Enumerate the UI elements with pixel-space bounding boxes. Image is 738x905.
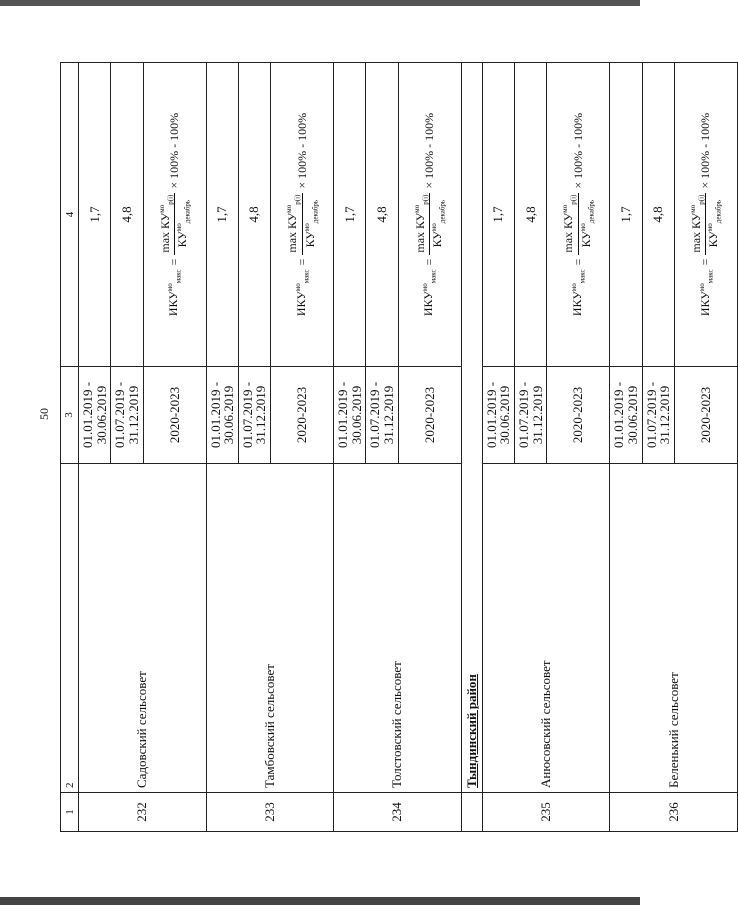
region-name bbox=[461, 63, 482, 793]
formula-tail: × 100% - 100% bbox=[294, 112, 309, 189]
header-col-2: 2 bbox=[61, 464, 79, 793]
formula-numerator: $\max КУ^{мо}_{p(i)}$ bbox=[285, 194, 302, 253]
formula-lhs-sub: макс bbox=[429, 269, 438, 284]
region-row bbox=[461, 63, 482, 832]
period-cell: 2020-2023 bbox=[143, 367, 206, 464]
formula-numerator: $\max КУ^{мо}_{p(i)}$ bbox=[157, 194, 175, 253]
formula-lhs-sub: макс bbox=[302, 269, 311, 284]
header-col-3: 3 bbox=[61, 367, 79, 464]
formula-numerator: $\max КУ^{мо}_{p(i)}$ bbox=[561, 194, 578, 253]
municipality-name: Толстовский сельсовет bbox=[334, 464, 462, 793]
value-cell: 4,8 bbox=[642, 63, 674, 367]
formula-num-sup: мо bbox=[285, 204, 294, 213]
table-row bbox=[334, 63, 366, 832]
period-cell: 01.07.2019 - 31.12.2019 bbox=[642, 367, 674, 464]
formula-fraction bbox=[689, 193, 723, 255]
period-cell: 01.07.2019 - 31.12.2019 bbox=[514, 367, 546, 464]
formula-num-sup: мо bbox=[412, 204, 421, 213]
period-cell: 01.07.2019 - 31.12.2019 bbox=[366, 367, 398, 464]
formula-den-sup: мо bbox=[175, 223, 184, 232]
formula-lhs: $ИКУ^{мо}_{макс}$ bbox=[166, 269, 183, 317]
value-cell bbox=[398, 63, 461, 367]
formula-eq: = bbox=[294, 258, 309, 266]
value-cell bbox=[547, 63, 610, 367]
period-cell: 2020-2023 bbox=[271, 367, 334, 464]
formula-fraction bbox=[561, 193, 595, 255]
formula-num-sub: p(i) bbox=[697, 194, 706, 205]
region-label: Тындинский район bbox=[463, 674, 479, 788]
value-cell: 4,8 bbox=[514, 63, 546, 367]
table-row bbox=[206, 63, 238, 832]
formula-tail: × 100% - 100% bbox=[167, 112, 182, 189]
period-cell: 01.01.2019 - 30.06.2019 bbox=[79, 367, 111, 464]
period-cell: 01.01.2019 - 30.06.2019 bbox=[334, 367, 366, 464]
table-row bbox=[482, 63, 514, 832]
value-cell: 1,7 bbox=[482, 63, 514, 367]
period-cell: 01.07.2019 - 31.12.2019 bbox=[238, 367, 270, 464]
formula-fraction bbox=[158, 193, 192, 255]
formula-den-sup: мо bbox=[430, 223, 439, 232]
formula bbox=[158, 113, 192, 316]
formula-num-sub: p(i) bbox=[569, 194, 578, 205]
row-number: 233 bbox=[206, 793, 334, 832]
formula-lhs: $ИКУ^{мо}_{макс}$ bbox=[293, 269, 311, 317]
formula-lhs-sup: мо bbox=[421, 283, 430, 292]
formula-eq: = bbox=[167, 258, 182, 266]
region-num-cell bbox=[461, 793, 482, 832]
formula-num-sup: мо bbox=[157, 204, 166, 213]
formula-numerator: $\max КУ^{мо}_{p(i)}$ bbox=[688, 194, 706, 253]
formula-lhs-sup: мо bbox=[166, 283, 175, 292]
formula bbox=[413, 113, 447, 316]
formula-den-sub: декабрь bbox=[714, 199, 723, 224]
period-cell: 01.01.2019 - 30.06.2019 bbox=[206, 367, 238, 464]
value-cell: 4,8 bbox=[238, 63, 270, 367]
formula-denominator: $КУ^{мо}_{декабрь}$ bbox=[430, 199, 447, 248]
row-number: 235 bbox=[482, 793, 610, 832]
row-number: 236 bbox=[610, 793, 738, 832]
row-number: 234 bbox=[334, 793, 462, 832]
page-number: 50 bbox=[37, 408, 51, 420]
formula-denominator: $КУ^{мо}_{декабрь}$ bbox=[578, 199, 596, 248]
row-number: 232 bbox=[79, 793, 207, 832]
header-col-4: 4 bbox=[61, 63, 79, 367]
formula-num-sub: p(i) bbox=[421, 194, 430, 205]
formula-denominator: $КУ^{мо}_{декабрь}$ bbox=[302, 199, 320, 248]
municipality-name: Анюсовский сельсовет bbox=[482, 464, 610, 793]
formula-eq: = bbox=[698, 258, 713, 266]
municipality-name: Беленький сельсовет bbox=[610, 464, 738, 793]
formula bbox=[689, 113, 723, 316]
value-cell: 1,7 bbox=[610, 63, 642, 367]
value-cell bbox=[674, 63, 737, 367]
formula-fraction bbox=[285, 193, 319, 255]
formula-lhs-sub: макс bbox=[174, 269, 183, 284]
period-cell: 2020-2023 bbox=[398, 367, 461, 464]
formula-lhs-sub: макс bbox=[706, 269, 714, 284]
period-cell: 2020-2023 bbox=[674, 367, 737, 464]
formula-tail: × 100% - 100% bbox=[698, 112, 713, 189]
header-col-1: 1 bbox=[61, 793, 79, 832]
table-row bbox=[610, 63, 642, 832]
formula-eq: = bbox=[570, 258, 585, 266]
formula-den-sub: декабрь bbox=[587, 199, 596, 224]
formula-lhs-sup: мо bbox=[697, 283, 706, 292]
formula-den-sub: декабрь bbox=[311, 199, 320, 224]
period-cell: 01.01.2019 - 30.06.2019 bbox=[482, 367, 514, 464]
formula-lhs: $ИКУ^{мо}_{макс}$ bbox=[697, 269, 714, 317]
rotated-table-container bbox=[60, 62, 723, 832]
formula-num-sup: мо bbox=[561, 204, 570, 213]
value-cell: 1,7 bbox=[206, 63, 238, 367]
formula-den-sub: декабрь bbox=[183, 199, 192, 224]
formula bbox=[285, 113, 319, 316]
formula bbox=[561, 113, 595, 316]
table-body bbox=[79, 63, 738, 832]
tariff-table bbox=[60, 62, 738, 832]
formula-lhs: $ИКУ^{мо}_{макс}$ bbox=[421, 269, 438, 317]
formula-eq: = bbox=[422, 258, 437, 266]
formula-num-sub: p(i) bbox=[166, 194, 175, 205]
formula-den-sub: декабрь bbox=[438, 199, 447, 224]
formula-tail: × 100% - 100% bbox=[422, 112, 437, 189]
value-cell: 4,8 bbox=[111, 63, 143, 367]
formula-denominator: $КУ^{мо}_{декабрь}$ bbox=[706, 199, 723, 248]
formula-num-sub: p(i) bbox=[293, 194, 302, 205]
formula-lhs-sup: мо bbox=[293, 283, 302, 292]
municipality-name: Садовский сельсовет bbox=[79, 464, 207, 793]
formula-lhs: $ИКУ^{мо}_{макс}$ bbox=[570, 269, 587, 317]
value-cell bbox=[143, 63, 206, 367]
formula-den-sup: мо bbox=[302, 223, 311, 232]
formula-numerator: $\max КУ^{мо}_{p(i)}$ bbox=[412, 194, 430, 253]
header-row bbox=[61, 63, 79, 832]
table-row bbox=[79, 63, 111, 832]
period-cell: 01.07.2019 - 31.12.2019 bbox=[111, 367, 143, 464]
formula-tail: × 100% - 100% bbox=[570, 112, 585, 189]
formula-lhs-sub: макс bbox=[578, 269, 587, 284]
municipality-name: Тамбовский сельсовет bbox=[206, 464, 334, 793]
value-cell bbox=[271, 63, 334, 367]
formula-num-sup: мо bbox=[688, 204, 697, 213]
formula-lhs-sup: мо bbox=[570, 283, 579, 292]
value-cell: 4,8 bbox=[366, 63, 398, 367]
period-cell: 01.01.2019 - 30.06.2019 bbox=[610, 367, 642, 464]
value-cell: 1,7 bbox=[79, 63, 111, 367]
value-cell: 1,7 bbox=[334, 63, 366, 367]
formula-fraction bbox=[413, 193, 447, 255]
formula-denominator: $КУ^{мо}_{декабрь}$ bbox=[175, 199, 192, 248]
formula-den-sup: мо bbox=[706, 223, 715, 232]
period-cell: 2020-2023 bbox=[547, 367, 610, 464]
top-edge bbox=[0, 0, 640, 6]
formula-den-sup: мо bbox=[578, 223, 587, 232]
bottom-edge bbox=[0, 897, 640, 905]
